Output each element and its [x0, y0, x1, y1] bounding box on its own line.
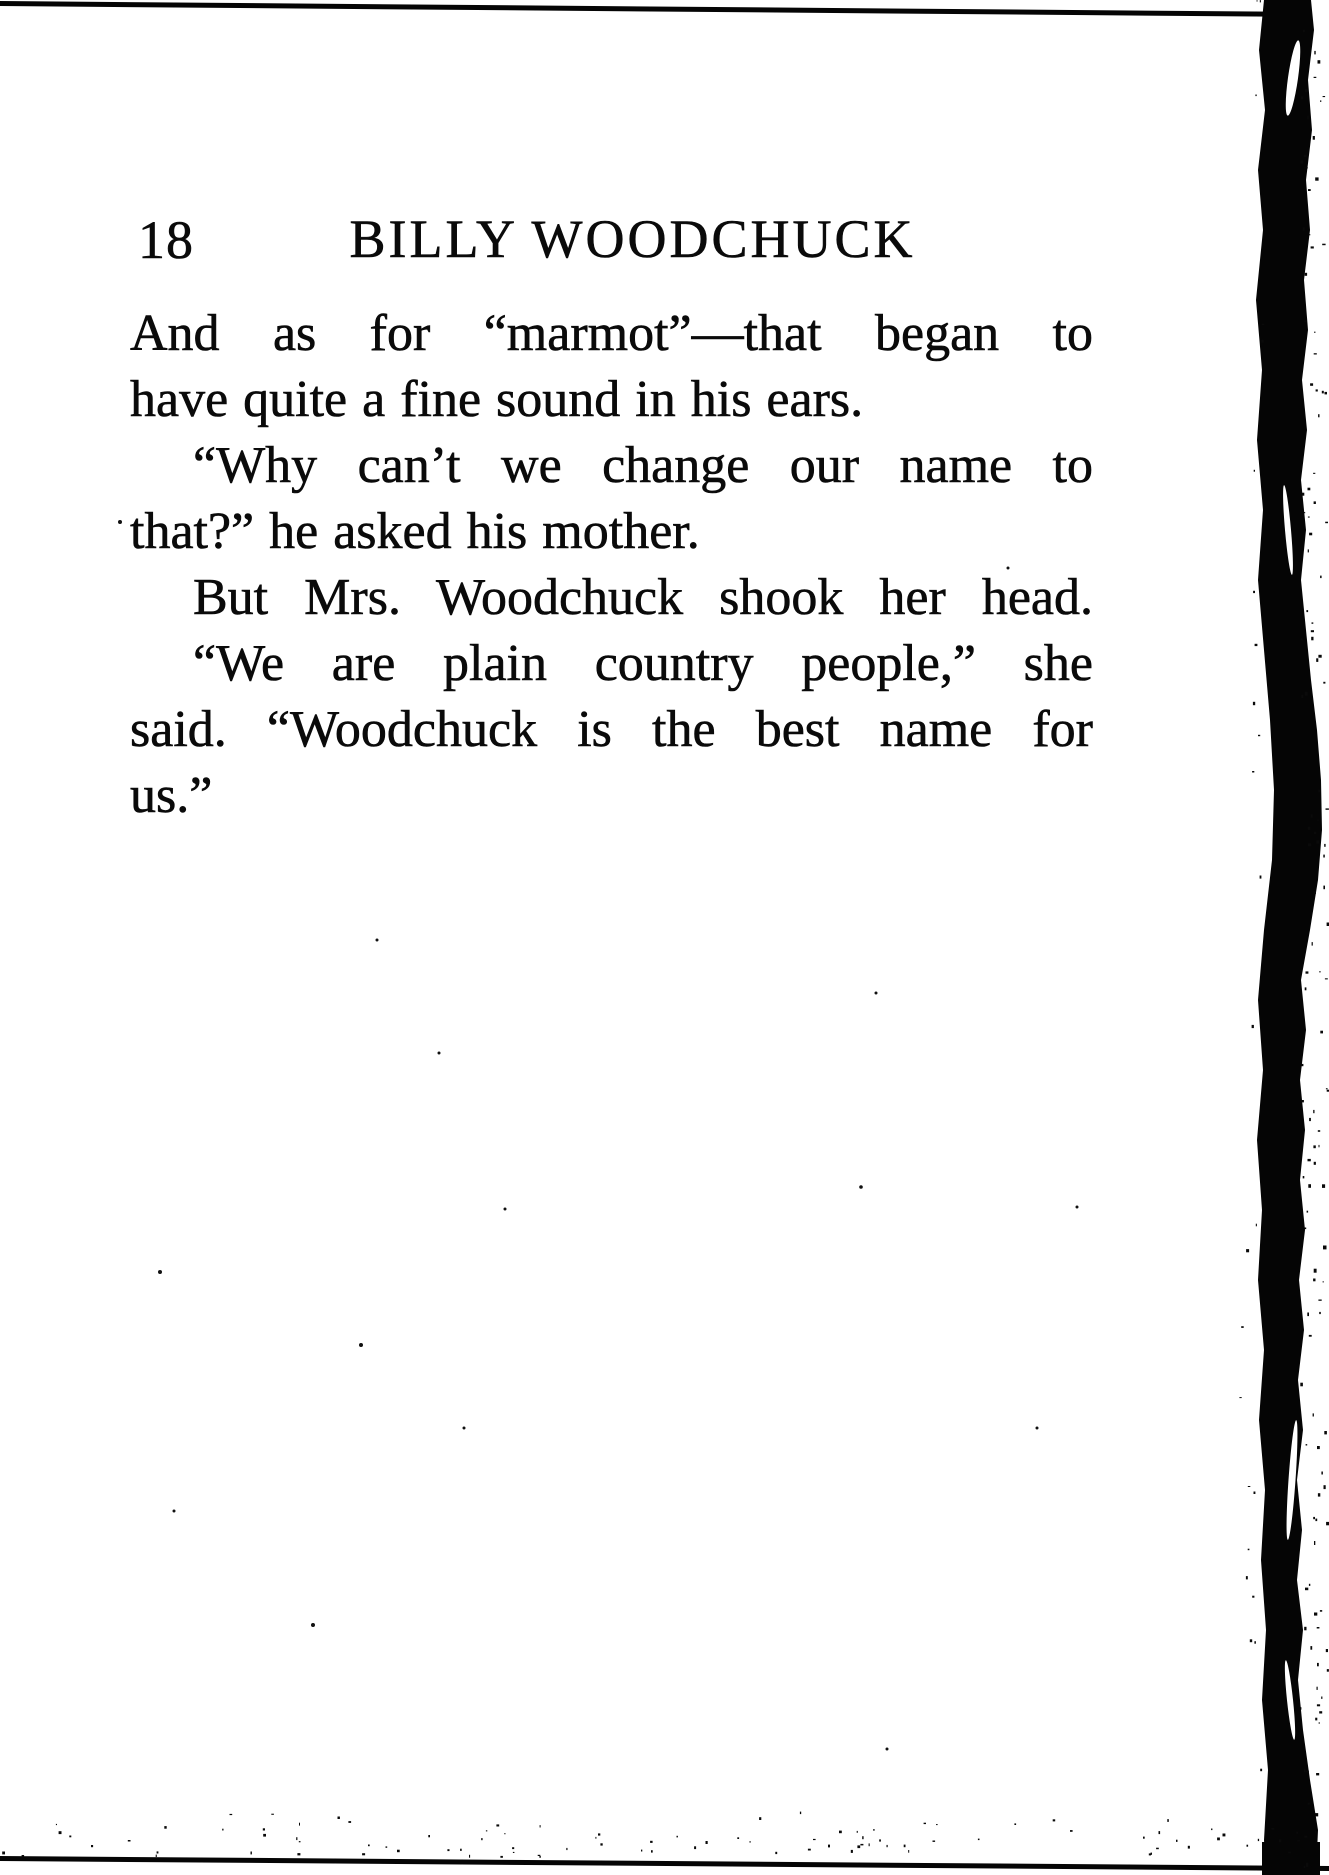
- text-line-6: “We are plain country people,” she: [193, 635, 1093, 692]
- text-line-1: And as for “marmot”—that began to: [130, 305, 1093, 362]
- text-line-3: “Why can’t we change our name to: [193, 437, 1093, 494]
- text-line-5: But Mrs. Woodchuck shook her head.: [193, 569, 1093, 626]
- body-text-block: [130, 301, 1093, 829]
- binding-shadow-foot: [1262, 1842, 1320, 1875]
- running-title: BILLY WOODCHUCK: [349, 209, 916, 269]
- page-number: 18: [138, 210, 194, 270]
- text-line-7: said. “Woodchuck is the best name for: [130, 701, 1093, 758]
- edge-noise-specks: [2, 0, 1329, 1868]
- top-edge-rule: [0, 1, 1310, 17]
- binding-shadow-streak: [1256, 0, 1322, 1875]
- binding-shadow-highlights: [1281, 40, 1303, 1740]
- text-line-2: have quite a fine sound in his ears.: [130, 371, 864, 428]
- text-line-4: that?” he asked his mother.: [130, 503, 700, 560]
- text-line-8: us.”: [130, 767, 213, 824]
- bottom-edge-rule: [0, 1856, 1329, 1871]
